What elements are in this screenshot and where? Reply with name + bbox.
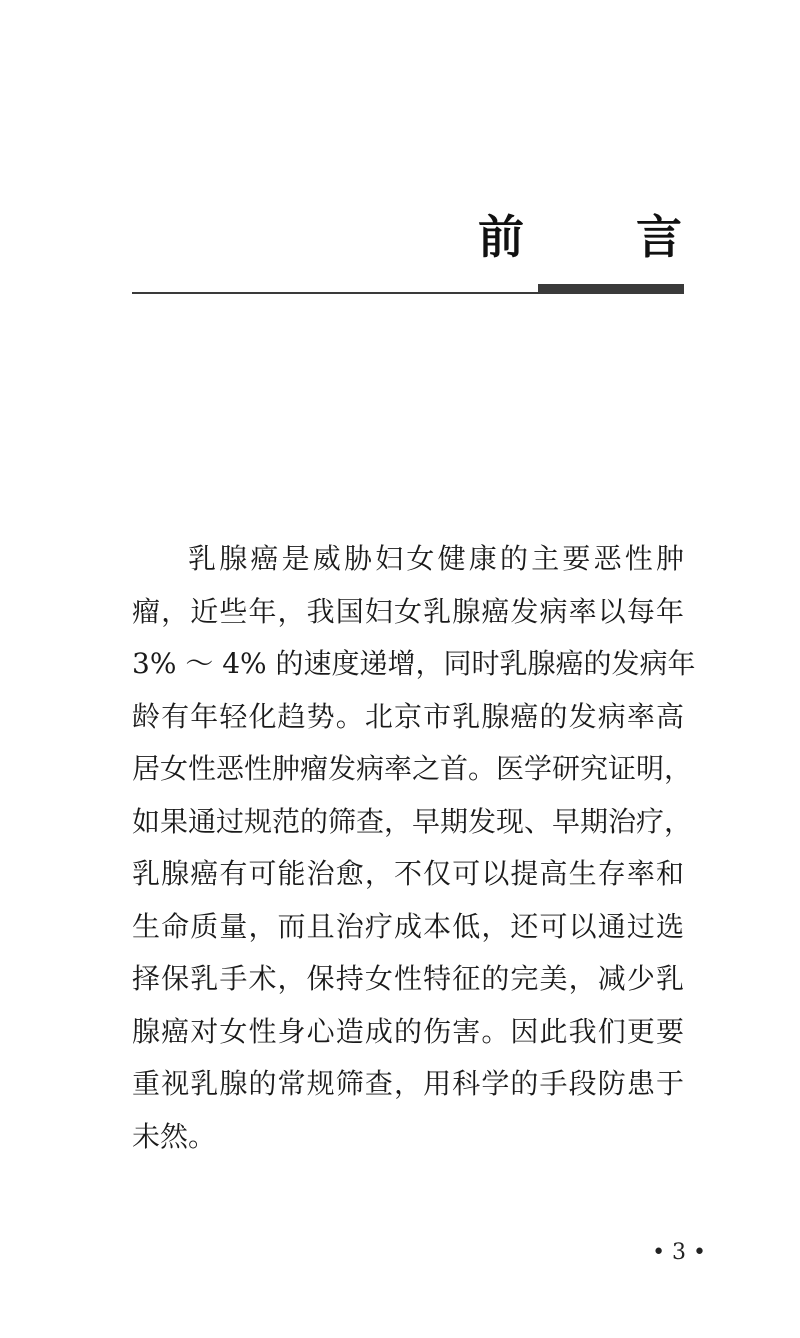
paragraph-line: 如果通过规范的筛查，早期发现、早期治疗， xyxy=(132,804,693,838)
title-underline xyxy=(132,292,538,294)
page-title: 前 言 xyxy=(477,210,730,264)
paragraph-line: 重视乳腺的常规筛查，用科学的手段防患于 xyxy=(132,1067,684,1100)
paragraph-line: 择保乳手术，保持女性特征的完美，减少乳 xyxy=(132,962,684,995)
paragraph-line: 龄有年轻化趋势。北京市乳腺癌的发病率高 xyxy=(132,699,684,733)
paragraph-line: 生命质量，而且治疗成本低，还可以通过选 xyxy=(132,909,684,943)
preface-paragraph xyxy=(132,533,696,1163)
title-underline-accent xyxy=(538,284,684,294)
paragraph-line: 乳腺癌有可能治愈，不仅可以提高生存率和 xyxy=(132,857,684,890)
page-number: • 3 • xyxy=(652,1240,706,1265)
paragraph-line: 乳腺癌是威胁妇女健康的主要恶性肿 xyxy=(188,542,684,575)
paragraph-line: 居女性恶性肿瘤发病率之首。医学研究证明， xyxy=(132,752,693,785)
paragraph-line: 瘤，近些年，我国妇女乳腺癌发病率以每年 xyxy=(132,594,684,628)
paragraph-line: 腺癌对女性身心造成的伤害。因此我们更要 xyxy=(132,1014,684,1048)
paragraph-line: 3% ～ 4% 的速度递增，同时乳腺癌的发病年 xyxy=(132,647,696,680)
paragraph-line: 未然。 xyxy=(132,1119,217,1153)
